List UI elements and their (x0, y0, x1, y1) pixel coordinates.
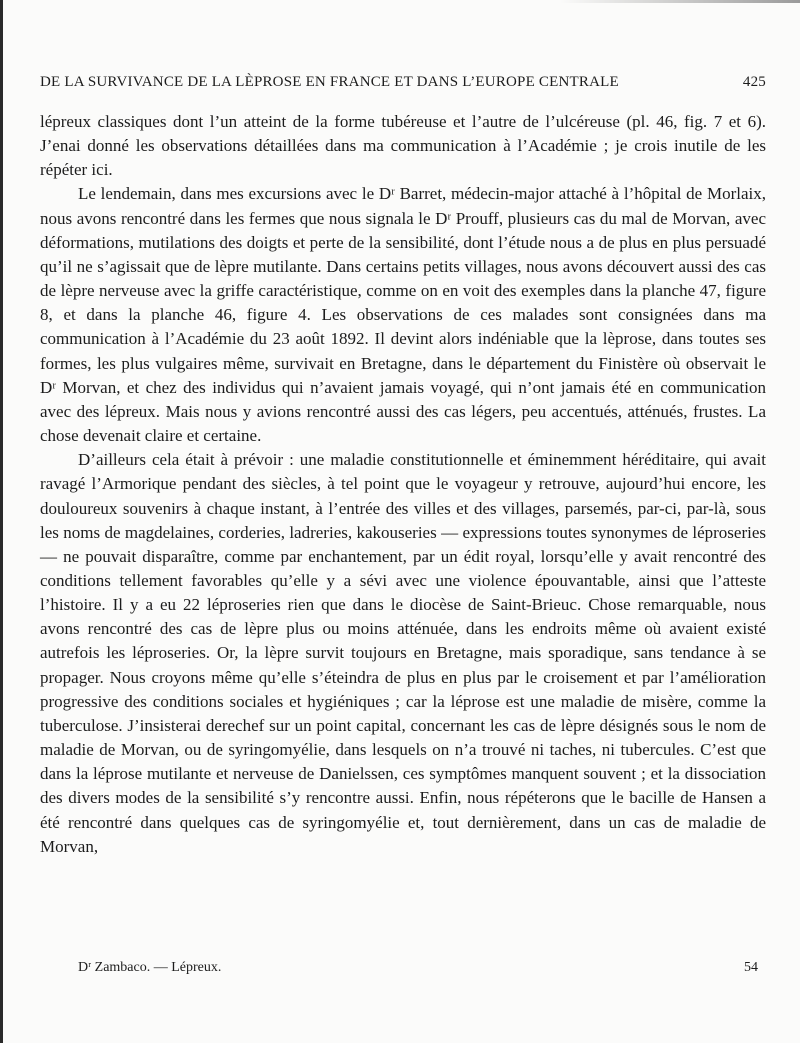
page-footer (40, 960, 766, 980)
running-header-title: DE LA SURVIVANCE DE LA LÈPROSE EN FRANCE ET DANS L’EUROPE CENTRALE (40, 74, 619, 90)
footer-signature: Dʳ Zambaco. — Lépreux. (78, 960, 222, 975)
scan-border-left (0, 0, 3, 1043)
scan-border-top (560, 0, 800, 3)
body-text (40, 110, 766, 859)
page-number: 425 (742, 74, 766, 90)
running-header (40, 74, 766, 96)
paragraph: Le lendemain, dans mes excursions avec le Dʳ Barret, médecin-major attaché à l’hôpital de Morlaix, nous avons rencontré dans les fermes que nous signala le Dʳ Prouff, plusieurs cas du mal de Morvan, avec déformations, mutilations des doigts et perte de la sensibilité, dont l’étude nous a de plus en plus persuadé qu’il ne s’agissait que de lèpre mutilante. Dans certains petits villages, nous avons découvert aussi des cas de lèpre nerveuse avec la griffe caractéristique, comme on en voit des exemples dans la planche 47, figure 8, et dans la planche 46, figure 4. Les observations de ces malades sont consignées dans ma communication à l’Académie du 23 août 1892. Il devint alors indéniable que la lèprose, dans toutes ses formes, les plus vulgaires même, survivait en Bretagne, dans le département du Finistère où observait le Dʳ Morvan, et chez des individus qui n’avaient jamais voyagé, qui n’ont jamais été en communication avec des lépreux. Mais nous y avions rencontré aussi des cas légers, peu accentués, atténués, frustes. La chose devenait claire et certaine. (40, 184, 766, 446)
paragraph: D’ailleurs cela était à prévoir : une maladie constitutionnelle et éminemment héréditaire, qui avait ravagé l’Armorique pendant des siècles, à tel point que le voyageur y retrouve, aujourd’hui encore, les douloureux souvenirs à chaque instant, à l’entrée des villes et des villages, parsemés, par-ci, par-là, sous les noms de magdelaines, corderies, ladreries, kakouseries — expressions toutes synonymes de léproseries — ne pouvait disparaître, comme par enchantement, par un édit royal, lorsqu’elle y avait rencontré des conditions tellement favorables qu’elle y a sévi avec une violence épouvantable, ainsi que l’atteste l’histoire. Il y a eu 22 léproseries rien que dans le diocèse de Saint-Brieuc. Chose remarquable, nous avons rencontré des cas de lèpre plus ou moins atténuée, dans les endroits même où avaient existé autrefois les léproseries. Or, la lèpre survit toujours en Bretagne, mais sporadique, sans tendance à se propager. Nous croyons même qu’elle s’éteindra de plus en plus par le croisement et par l’amélioration progressive des conditions sociales et hygiéniques ; car la léprose est une maladie de misère, comme la tuberculose. J’insisterai derechef sur un point capital, concernant les cas de lèpre désignés sous le nom de maladie de Morvan, ou de syringomyélie, dans lesquels on n’a trouvé ni taches, ni tubercules. C’est que dans la léprose mutilante et nerveuse de Danielssen, ces symptômes manquent souvent ; et la dissociation des divers modes de la sensibilité s’y rencontre aussi. Enfin, nous répéterons que le bacille de Hansen a été rencontré dans quelques cas de syringomyélie et, tout dernièrement, dans un cas de maladie de Morvan, (40, 450, 766, 856)
paragraph-continuation: lépreux classiques dont l’un atteint de la forme tubéreuse et l’autre de l’ulcéreuse (pl. 46, fig. 7 et 6). J’enai donné les observations détaillées dans ma communication à l’Académie ; je crois inutile de les répéter ici. (40, 112, 766, 180)
footer-sheet-number: 54 (744, 960, 758, 975)
